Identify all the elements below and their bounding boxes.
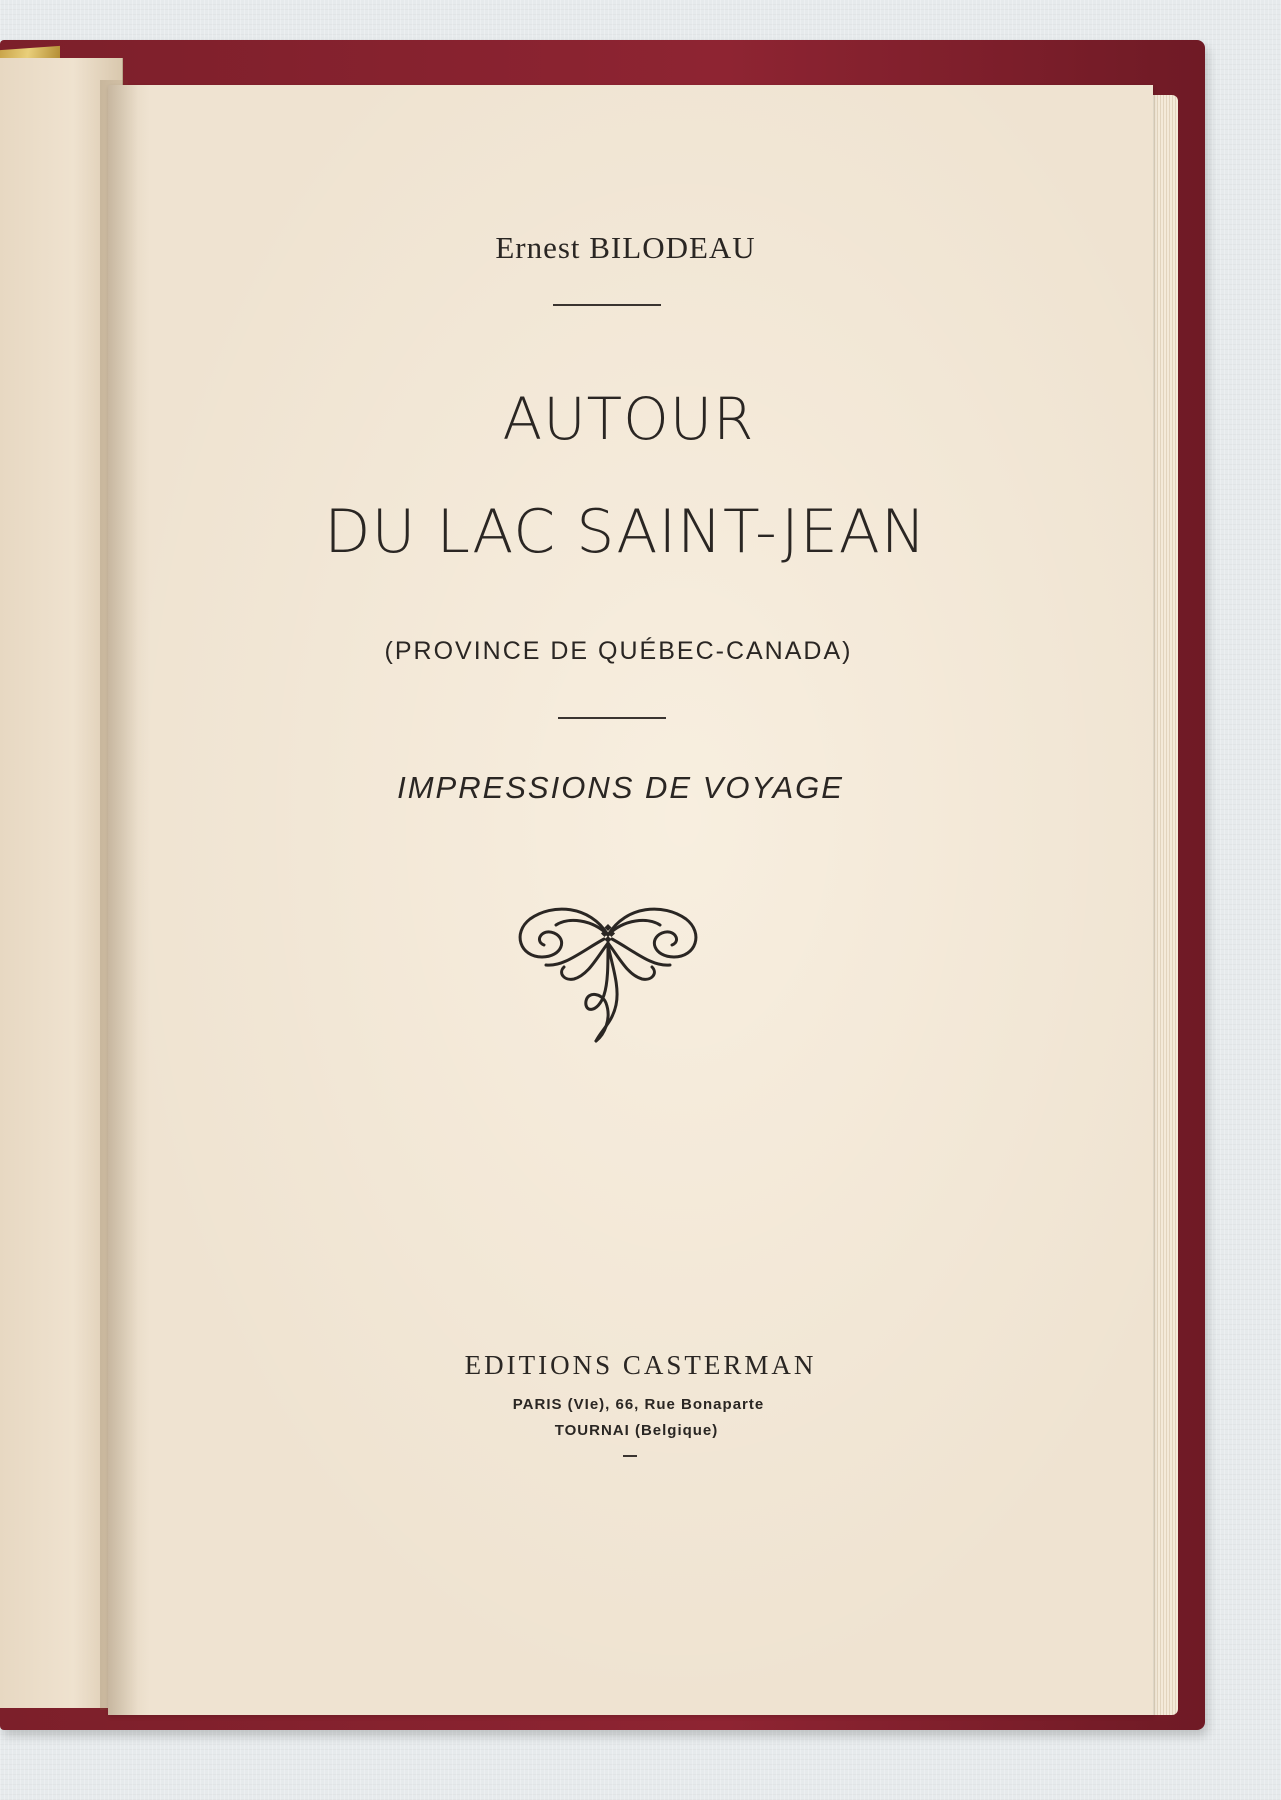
publisher-address-tournai: TOURNAI (Belgique) xyxy=(554,1422,719,1439)
title-page xyxy=(108,85,1153,1715)
publisher-address-paris: PARIS (VIe), 66, Rue Bonaparte xyxy=(512,1396,765,1413)
fleuron-ornament-icon xyxy=(512,895,704,1045)
title-line-1: AUTOUR xyxy=(502,385,755,453)
divider-rule xyxy=(558,717,666,719)
author-name: Ernest BILODEAU xyxy=(495,230,756,265)
publisher-name: EDITIONS CASTERMAN xyxy=(464,1350,817,1380)
divider-rule xyxy=(553,304,661,306)
tagline: IMPRESSIONS DE VOYAGE xyxy=(397,770,844,805)
divider-dash xyxy=(623,1455,637,1457)
title-line-2: DU LAC SAINT-JEAN xyxy=(324,497,927,567)
subtitle: (PROVINCE DE QUÉBEC-CANADA) xyxy=(384,637,853,665)
spine-shadow xyxy=(108,85,138,1715)
